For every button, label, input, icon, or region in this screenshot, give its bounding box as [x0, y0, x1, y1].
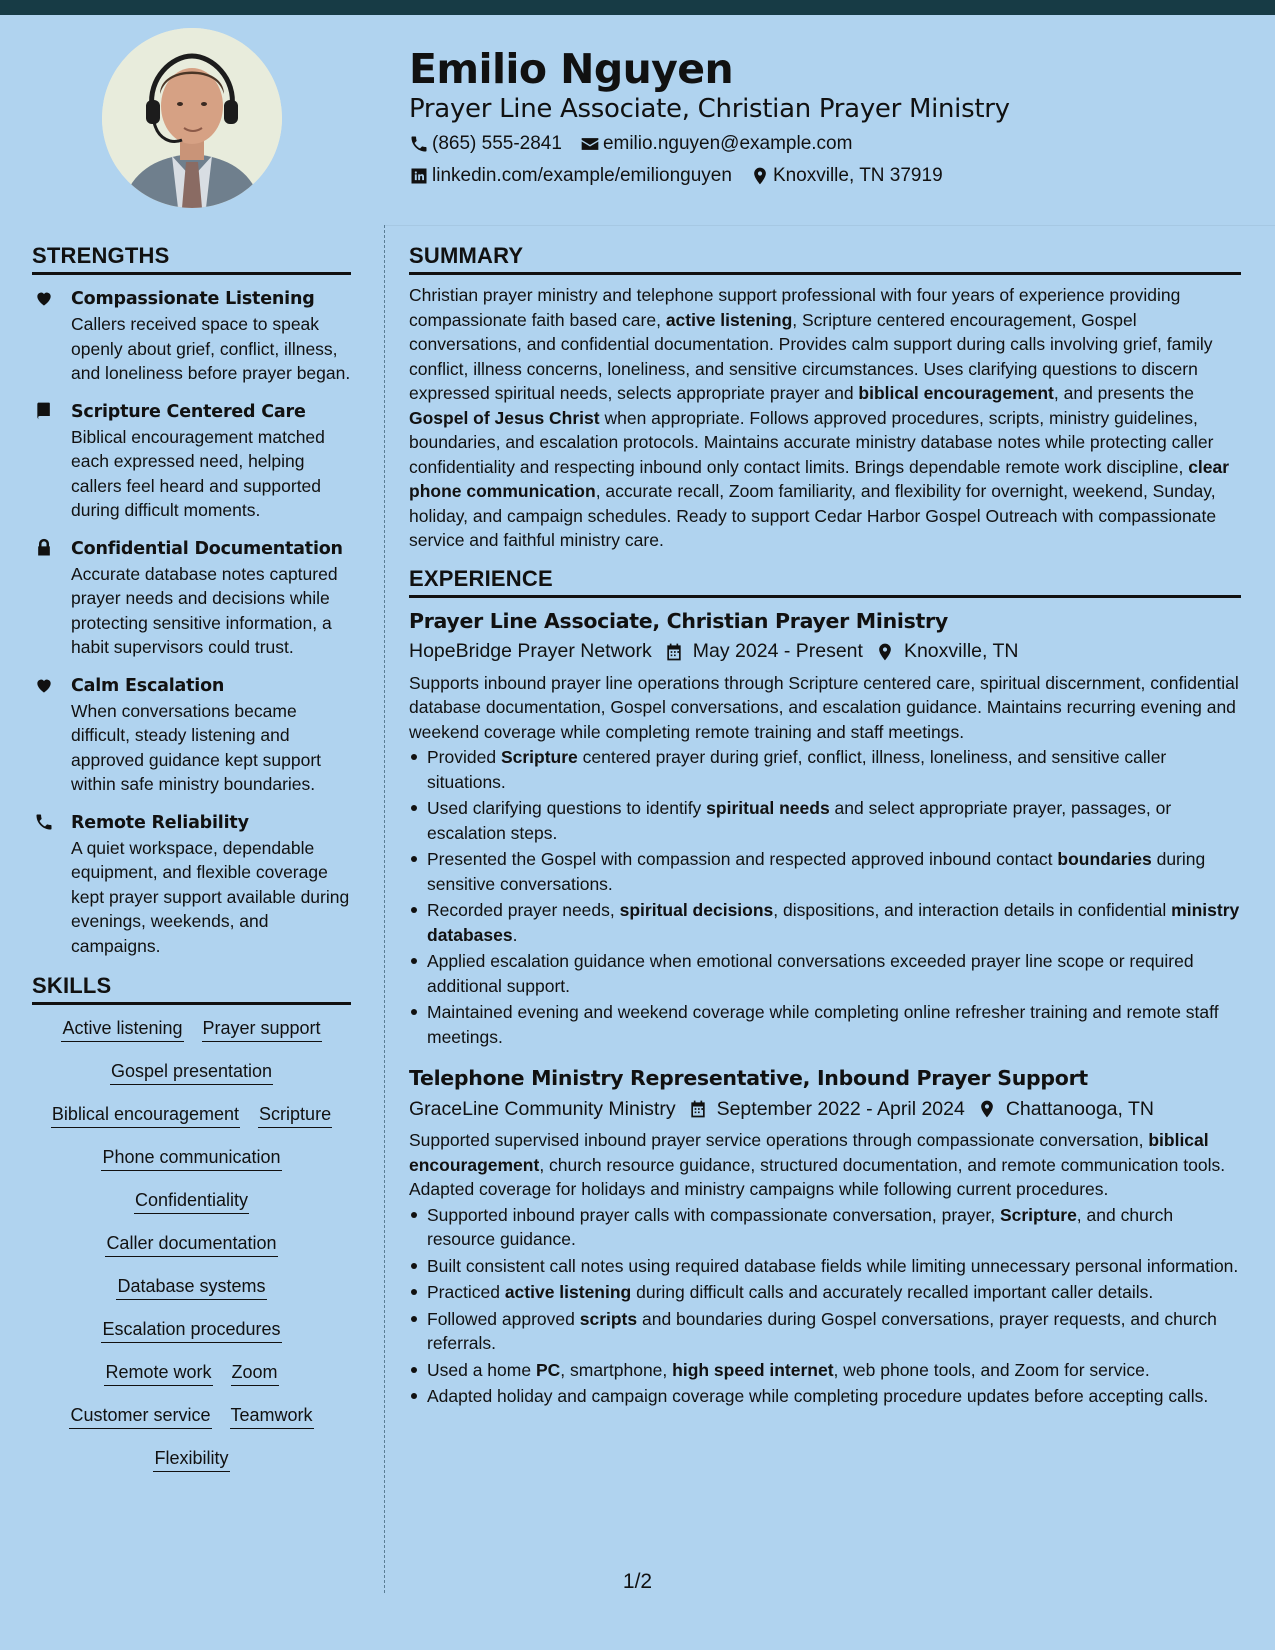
text-segment: , dispositions, and interaction details in confidential [773, 900, 1172, 920]
text-segment: and boundaries during Gospel conversations, prayer requests, and church referrals. [427, 1308, 1217, 1353]
skill-tag: Customer service [69, 1404, 211, 1429]
text-segment: during sensitive conversations. [427, 849, 1206, 894]
job-bullet [409, 796, 1241, 845]
strength-description: Biblical encouragement matched each expressed need, helping callers feel heard and supported during difficult moments. [71, 426, 325, 520]
map-pin-icon [750, 166, 770, 186]
summary-text [409, 283, 1241, 553]
right-column [409, 242, 1241, 1411]
strength-item [32, 400, 351, 523]
job-bullet [409, 1203, 1241, 1252]
bold-text: spiritual needs [706, 798, 830, 818]
phone-text: (865) 555-2841 [432, 133, 562, 154]
envelope-icon [580, 134, 600, 154]
job-title: Prayer Line Associate, Christian Prayer Ministry [409, 608, 948, 633]
bold-text: ministry databases [427, 900, 1240, 945]
skill-tag: Phone communication [101, 1146, 281, 1171]
text-segment: , and presents the [1053, 383, 1194, 403]
text-segment: , web phone tools, and Zoom for service. [833, 1359, 1150, 1380]
header-divider [384, 225, 1275, 226]
bold-text: spiritual decisions [619, 900, 774, 920]
skill-tag: Active listening [61, 1017, 183, 1042]
text-segment: Christian prayer ministry and telephone support professional with four years of experience providing compassionate faith based care, [409, 285, 1181, 330]
skill-tag: Escalation procedures [101, 1318, 281, 1343]
skills-row [38, 1060, 345, 1085]
text-segment: , Scripture centered encouragement, Gospel conversations, and confidential documentation. Provides calm support during calls involving grief, family conflict, illness concerns, loneliness, and sensitive circumstances. Uses clarifying questions to discern expressed spiritual needs, selects appropriate prayer and [409, 309, 1213, 403]
skills-row [38, 1189, 345, 1214]
calendar-icon [688, 1099, 708, 1119]
strength-item [32, 537, 351, 660]
job-company: HopeBridge Prayer Network [409, 640, 652, 662]
skills-list [32, 1017, 351, 1472]
skill-tag: Database systems [116, 1275, 266, 1300]
strength-title: Remote Reliability [71, 812, 249, 833]
strength-title: Scripture Centered Care [71, 401, 306, 422]
experience-heading: EXPERIENCE [409, 565, 1241, 598]
bold-text: scripts [579, 1308, 638, 1329]
text-segment: Used clarifying questions to identify [427, 798, 707, 818]
text-segment: , accurate recall, Zoom familiarity, and flexibility for overnight, weekend, Sunday, holiday, and campaign schedules. Ready to support Cedar Harbor Gospel Outreach with compassionate service and faithful ministry care. [409, 481, 1217, 550]
bold-text: boundaries [1057, 849, 1152, 869]
text-segment: Used a home [427, 1359, 536, 1380]
page-number: 1/2 [622, 1570, 653, 1593]
skill-tag: Biblical encouragement [51, 1103, 240, 1128]
strength-title: Calm Escalation [71, 675, 225, 696]
text-segment: Practiced [427, 1282, 505, 1302]
skill-tag: Prayer support [202, 1017, 322, 1042]
text-segment: Followed approved [427, 1308, 580, 1329]
skills-row [38, 1447, 345, 1472]
text-segment: Recorded prayer needs, [427, 900, 620, 920]
skills-row [38, 1103, 345, 1128]
job-entry [409, 606, 1241, 1050]
job-meta [409, 1093, 1241, 1125]
job-bullet [409, 1000, 1241, 1049]
text-segment: Provided [427, 747, 501, 767]
job-bullets [409, 745, 1241, 1049]
strength-item [32, 811, 351, 959]
skills-row [38, 1404, 345, 1429]
heart-icon [34, 288, 54, 308]
strength-item [32, 674, 351, 797]
strengths-heading: STRENGTHS [32, 242, 351, 275]
text-segment: , church resource guidance, structured documentation, and remote communication tools. Adapted coverage for holidays and ministry campaigns while following current procedures. [409, 1154, 1226, 1199]
text-segment: Maintained evening and weekend coverage while completing online refresher training and remote staff meetings. [427, 1002, 1219, 1047]
job-dates-text: May 2024 - Present [692, 640, 863, 662]
text-segment: Supported supervised inbound prayer service operations through compassionate conversation, [409, 1130, 1149, 1150]
skill-tag: Zoom [231, 1361, 279, 1386]
text-segment: centered prayer during grief, conflict, illness, loneliness, and sensitive caller situations. [427, 747, 1167, 792]
calendar-icon [664, 642, 684, 662]
job-dates [664, 640, 863, 663]
text-segment: and select appropriate prayer, passages, or escalation steps. [427, 798, 1172, 843]
linkedin-icon [409, 166, 429, 186]
linkedin-text: linkedin.com/example/emilionguyen [432, 165, 732, 186]
skill-tag: Flexibility [153, 1447, 229, 1472]
avatar [102, 28, 282, 208]
job-dates [688, 1098, 965, 1121]
bold-text: clear phone communication [409, 456, 1230, 501]
skills-row [38, 1318, 345, 1343]
job-bullet [409, 1307, 1241, 1356]
book-icon [34, 401, 54, 421]
candidate-name: Emilio Nguyen [409, 45, 734, 93]
text-segment: when appropriate. Follows approved procedures, scripts, ministry guidelines, boundaries, and escalation protocols. Maintains accurate ministry database notes while protecting caller confidentiality and respecting inbound only contact limits. Brings dependable remote work discipline, [409, 407, 1214, 477]
text-segment: , smartphone, [560, 1359, 673, 1380]
text-segment: . [512, 924, 518, 945]
skill-tag: Gospel presentation [110, 1060, 273, 1085]
left-column [32, 242, 351, 1472]
strength-description: Accurate database notes captured prayer needs and decisions while protecting sensitive information, a habit supervisors could trust. [71, 563, 338, 657]
job-bullet [409, 1280, 1241, 1305]
map-pin-icon [977, 1099, 997, 1119]
bold-text: biblical encouragement [409, 1130, 1209, 1175]
job-bullet [409, 1384, 1241, 1409]
location-contact [750, 165, 943, 187]
text-segment: , and church resource guidance. [427, 1204, 1174, 1249]
strength-description: A quiet workspace, dependable equipment, and flexible coverage kept prayer support available during evenings, weekends, and campaigns. [71, 837, 350, 956]
phone-icon [409, 134, 429, 154]
job-company: GraceLine Community Ministry [409, 1097, 676, 1120]
skills-row [38, 1017, 345, 1042]
job-description [409, 1128, 1241, 1202]
summary-heading: SUMMARY [409, 242, 1241, 275]
skills-row [38, 1146, 345, 1171]
skills-row [38, 1361, 345, 1386]
bold-text: active listening [504, 1282, 632, 1302]
job-bullet [409, 847, 1241, 896]
heart-icon [34, 675, 54, 695]
skills-heading: SKILLS [32, 972, 351, 1005]
text-segment: during difficult calls and accurately recalled important caller details. [631, 1282, 1154, 1302]
job-title: Telephone Ministry Representative, Inbound Prayer Support [409, 1066, 1088, 1090]
job-location-text: Chattanooga, TN [1005, 1097, 1154, 1120]
job-bullet [409, 949, 1241, 998]
job-location [875, 640, 1019, 663]
strength-title: Compassionate Listening [71, 289, 315, 309]
candidate-role: Prayer Line Associate, Christian Prayer Ministry [409, 94, 1010, 124]
email-contact[interactable] [580, 133, 853, 155]
experience-list [409, 606, 1241, 1409]
text-segment: Applied escalation guidance when emotional conversations exceeded prayer line scope or required additional support. [427, 951, 1194, 996]
lock-icon [34, 538, 54, 558]
bold-text: high speed internet [672, 1359, 834, 1380]
skill-tag: Remote work [104, 1361, 212, 1386]
skill-tag: Scripture [258, 1103, 332, 1128]
column-divider [384, 225, 385, 1593]
skills-row [38, 1275, 345, 1300]
job-bullet [409, 898, 1241, 947]
text-segment: Presented the Gospel with compassion and respected approved inbound contact [427, 849, 1058, 869]
skill-tag: Teamwork [230, 1404, 314, 1429]
bold-text: active listening [665, 309, 793, 330]
strength-item [32, 287, 351, 386]
phone-icon [34, 812, 54, 832]
text-segment: Adapted holiday and campaign coverage while completing procedure updates before accepting calls. [427, 1386, 1209, 1406]
job-entry [409, 1063, 1241, 1409]
linkedin-contact[interactable] [409, 165, 732, 187]
job-bullet [409, 1254, 1241, 1279]
job-meta [409, 636, 1241, 668]
bold-text: biblical encouragement [858, 383, 1054, 403]
bold-text: Scripture [500, 747, 578, 767]
skills-row [38, 1232, 345, 1257]
job-bullets [409, 1203, 1241, 1409]
strength-description: Callers received space to speak openly about grief, conflict, illness, and loneliness before prayer began. [71, 314, 351, 383]
skill-tag: Caller documentation [105, 1232, 277, 1257]
job-location [977, 1098, 1154, 1121]
skill-tag: Confidentiality [134, 1189, 249, 1214]
bold-text: Scripture [999, 1204, 1077, 1225]
location-text: Knoxville, TN 37919 [772, 165, 943, 186]
strength-description: When conversations became difficult, steady listening and approved guidance kept support within safe ministry boundaries. [71, 700, 322, 794]
job-description: Supports inbound prayer line operations through Scripture centered care, spiritual discernment, confidential database documentation, Gospel conversations, and escalation guidance. Maintains recurring evening and weekend coverage while completing remote training and staff meetings. [409, 672, 1239, 742]
bold-text: Gospel of Jesus Christ [409, 407, 600, 428]
top-bar [0, 0, 1275, 15]
job-dates-text: September 2022 - April 2024 [716, 1097, 965, 1120]
text-segment: Built consistent call notes using required database fields while limiting unnecessary personal information. [427, 1255, 1239, 1276]
text-segment: Supported inbound prayer calls with compassionate conversation, prayer, [427, 1204, 1000, 1225]
job-bullet [409, 1358, 1241, 1383]
profile-photo [102, 28, 282, 208]
email-text: emilio.nguyen@example.com [602, 133, 853, 154]
map-pin-icon [875, 642, 895, 662]
job-location-text: Knoxville, TN [903, 640, 1019, 662]
phone-contact[interactable] [409, 133, 562, 155]
job-bullet [409, 745, 1241, 794]
bold-text: PC [535, 1359, 561, 1380]
strengths-list [32, 287, 351, 958]
strength-title: Confidential Documentation [71, 538, 343, 559]
